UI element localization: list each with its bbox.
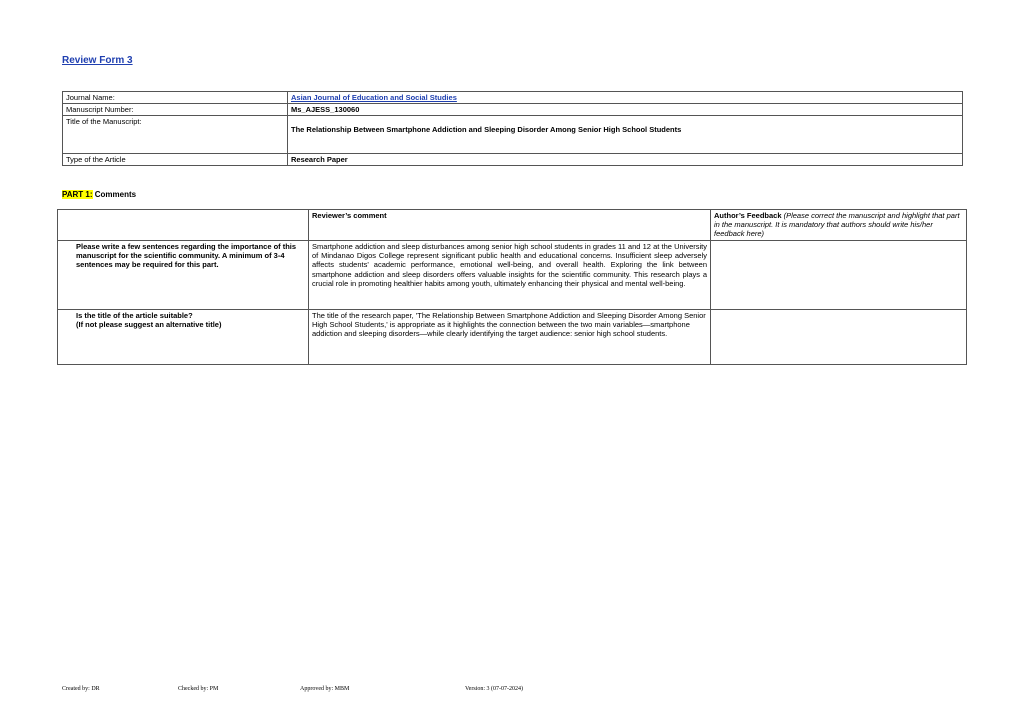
author-feedback-header [711, 210, 967, 241]
part1-heading-text: Comments [92, 190, 137, 199]
journal-row [63, 92, 963, 104]
footer-checked: Checked by: PM [178, 686, 219, 692]
question-title-line2: (If not please suggest an alternative title) [76, 320, 222, 330]
manuscript-number-row [63, 104, 963, 116]
article-type-value: Research Paper [288, 154, 963, 166]
reviewer-comment-title: The title of the research paper, 'The Relationship Between Smartphone Addiction and Sleeping Disorder Among Senior High School Students,' is appropriate as it highlights the connection between the two main variables—smartphone addiction and sleeping disorders—while clearly identifying the target audience: senior high school students. [309, 310, 711, 365]
journal-value-cell [288, 92, 963, 104]
manuscript-title-row [63, 116, 963, 154]
reviewer-comment-header: Reviewer’s comment [309, 210, 711, 241]
article-type-label: Type of the Article [63, 154, 288, 166]
table-row [58, 241, 967, 310]
author-feedback-label: Author’s Feedback [714, 211, 782, 220]
footer-version: Version: 3 (07-07-2024) [465, 686, 523, 692]
manuscript-title-value: The Relationship Between Smartphone Addiction and Sleeping Disorder Among Senior High School Students [288, 116, 963, 154]
comments-header-row [58, 210, 967, 241]
manuscript-title-label: Title of the Manuscript: [63, 116, 288, 154]
footer-created: Created by: DR [62, 686, 100, 692]
manuscript-number-label: Manuscript Number: [63, 104, 288, 116]
comments-table [57, 209, 967, 365]
question-importance: Please write a few sentences regarding the importance of this manuscript for the scientific community. A minimum of 3-4 sentences may be required for this part. [58, 241, 309, 310]
author-feedback-title[interactable] [711, 310, 967, 365]
footer-approved: Approved by: MBM [300, 686, 350, 692]
form-title: Review Form 3 [62, 55, 133, 66]
question-title-line1: Is the title of the article suitable? [76, 311, 193, 320]
journal-link[interactable]: Asian Journal of Education and Social Studies [291, 93, 457, 102]
question-header [58, 210, 309, 241]
reviewer-comment-importance: Smartphone addiction and sleep disturbances among senior high school students in grades 11 and 12 at the University of Mindanao Digos College represent significant public health and educational concerns. Insufficient sleep adversely affects students' academic performance, emotional well-being, and overall health. Exploring the link between smartphone addiction and sleep disorders offers valuable insights for the scientific community. This research plays a crucial role in promoting healthier habits among youth, ultimately enhancing their physical and mental well-being. [309, 241, 711, 310]
part1-heading [62, 190, 136, 199]
manuscript-number-value: Ms_AJESS_130060 [288, 104, 963, 116]
manuscript-info-table [62, 91, 963, 166]
author-feedback-importance[interactable] [711, 241, 967, 310]
journal-label: Journal Name: [63, 92, 288, 104]
question-title-suitable [58, 310, 309, 365]
part1-label: PART 1: [62, 190, 93, 199]
table-row [58, 310, 967, 365]
author-feedback-note: (Please correct the manuscript and highlight that part in the manuscript. It is mandatory that authors should write his/her feedback here) [714, 211, 960, 239]
article-type-row [63, 154, 963, 166]
